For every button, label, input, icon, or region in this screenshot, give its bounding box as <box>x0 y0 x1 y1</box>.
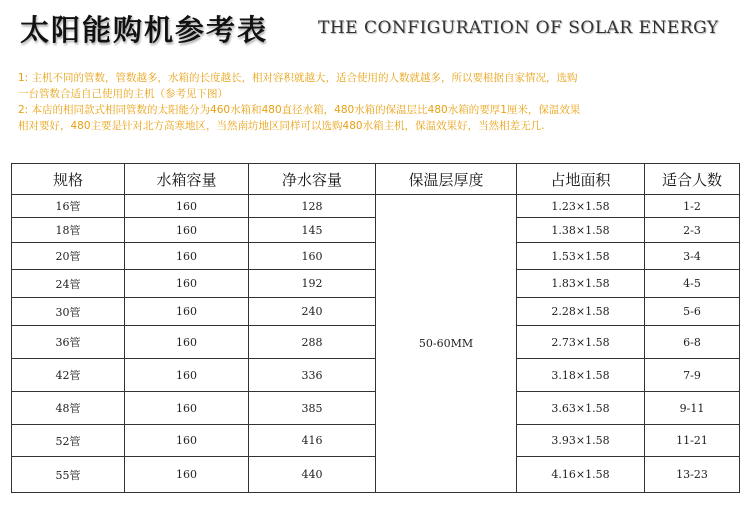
cell-tank: 160 <box>125 195 249 218</box>
cell-area: 3.63×1.58 <box>517 392 645 425</box>
cell-people: 1-2 <box>645 195 740 218</box>
column-header-area: 占地面积 <box>517 164 645 195</box>
table-header-row <box>12 164 740 195</box>
cell-tank: 160 <box>125 298 249 326</box>
cell-people: 3-4 <box>645 243 740 270</box>
note-line: 相对要好，480主要是针对北方高寒地区，当然南坊地区同样可以选购480水箱主机，保温效果好，当然相差无几. <box>18 120 545 132</box>
cell-insulation: 50-60MM <box>376 195 517 493</box>
cell-people: 6-8 <box>645 326 740 359</box>
cell-model: 16管 <box>12 195 125 218</box>
cell-model: 52管 <box>12 425 125 457</box>
cell-tank: 160 <box>125 218 249 243</box>
cell-tank: 160 <box>125 392 249 425</box>
cell-tank: 160 <box>125 243 249 270</box>
cell-model: 48管 <box>12 392 125 425</box>
cell-people: 11-21 <box>645 425 740 457</box>
cell-net: 416 <box>249 425 376 457</box>
cell-people: 9-11 <box>645 392 740 425</box>
cell-area: 4.16×1.58 <box>517 457 645 493</box>
cell-tank: 160 <box>125 326 249 359</box>
cell-tank: 160 <box>125 457 249 493</box>
cell-people: 7-9 <box>645 359 740 392</box>
cell-model: 20管 <box>12 243 125 270</box>
cell-net: 160 <box>249 243 376 270</box>
cell-area: 2.73×1.58 <box>517 326 645 359</box>
cell-net: 385 <box>249 392 376 425</box>
column-header-tank-capacity: 水箱容量 <box>125 164 249 195</box>
note-line: 一台管数合适自己使用的主机（参考见下图） <box>18 88 228 100</box>
column-header-net-capacity: 净水容量 <box>249 164 376 195</box>
cell-tank: 160 <box>125 425 249 457</box>
page-subtitle: THE CONFIGURATION OF SOLAR ENERGY <box>318 18 719 38</box>
cell-people: 2-3 <box>645 218 740 243</box>
cell-model: 42管 <box>12 359 125 392</box>
cell-model: 30管 <box>12 298 125 326</box>
cell-area: 1.53×1.58 <box>517 243 645 270</box>
column-header-people: 适合人数 <box>645 164 740 195</box>
column-header-model: 规格 <box>12 164 125 195</box>
cell-model: 36管 <box>12 326 125 359</box>
cell-model: 55管 <box>12 457 125 493</box>
cell-net: 128 <box>249 195 376 218</box>
cell-area: 3.93×1.58 <box>517 425 645 457</box>
cell-area: 1.23×1.58 <box>517 195 645 218</box>
notes-block <box>18 70 738 134</box>
cell-people: 5-6 <box>645 298 740 326</box>
cell-net: 192 <box>249 270 376 298</box>
note-line: 2: 本店的相同款式相同管数的太阳能分为460水箱和480直径水箱，480水箱的保温层比480水箱的要厚1厘米，保温效果 <box>18 104 581 116</box>
cell-model: 18管 <box>12 218 125 243</box>
page-header <box>0 0 750 56</box>
note-line: 1: 主机不同的管数，管数越多，水箱的长度越长，相对容积就越大，适合使用的人数就越多，所以要根据自家情况，选购 <box>18 72 578 84</box>
cell-area: 1.83×1.58 <box>517 270 645 298</box>
cell-net: 240 <box>249 298 376 326</box>
cell-net: 145 <box>249 218 376 243</box>
cell-people: 13-23 <box>645 457 740 493</box>
cell-area: 1.38×1.58 <box>517 218 645 243</box>
cell-net: 336 <box>249 359 376 392</box>
page-title: 太阳能购机参考表 <box>20 13 269 47</box>
cell-tank: 160 <box>125 359 249 392</box>
cell-area: 3.18×1.58 <box>517 359 645 392</box>
cell-model: 24管 <box>12 270 125 298</box>
cell-net: 288 <box>249 326 376 359</box>
cell-tank: 160 <box>125 270 249 298</box>
cell-people: 4-5 <box>645 270 740 298</box>
cell-area: 2.28×1.58 <box>517 298 645 326</box>
cell-net: 440 <box>249 457 376 493</box>
column-header-insulation: 保温层厚度 <box>376 164 517 195</box>
table-row <box>12 195 740 218</box>
spec-table <box>11 163 740 493</box>
